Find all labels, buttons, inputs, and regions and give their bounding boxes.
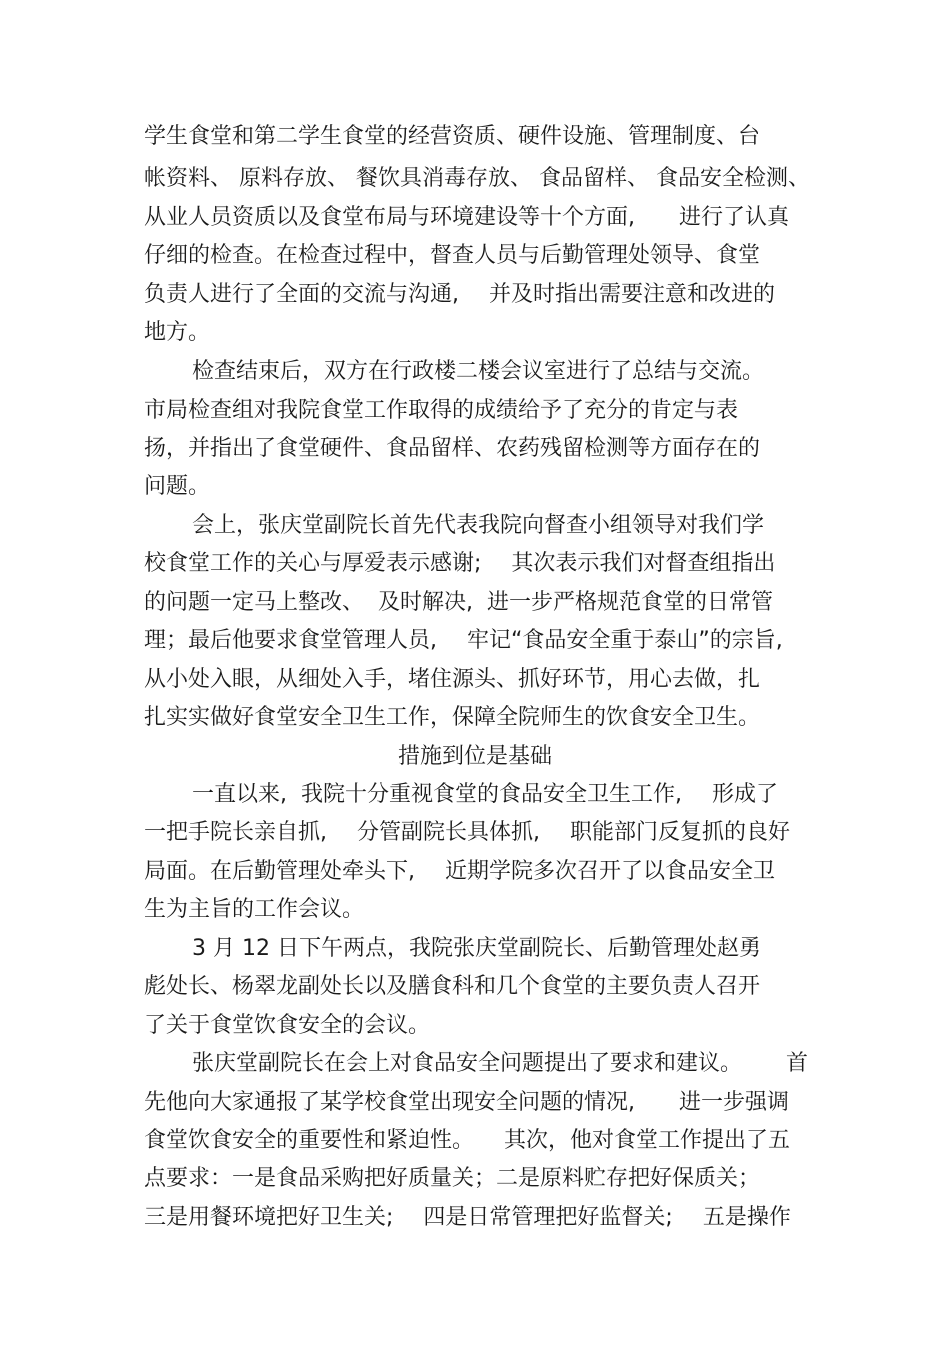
text-segment: 一把手院长亲自抓, bbox=[144, 820, 327, 845]
text-segment: 首 bbox=[786, 1051, 809, 1076]
text-segment: 学生食堂和第二学生食堂的经营资质、硬件设施、管理制度、台 bbox=[144, 124, 761, 149]
text-line bbox=[144, 818, 790, 848]
text-line bbox=[144, 1088, 789, 1118]
text-segment: 分管副院长具体抓, bbox=[357, 820, 540, 845]
text-line bbox=[144, 626, 783, 656]
text-segment: 问题。 bbox=[144, 474, 211, 499]
text-segment: 其次表示我们对督查组指出 bbox=[511, 551, 776, 576]
text-line bbox=[192, 1049, 808, 1079]
text-line bbox=[144, 549, 775, 579]
text-segment: 市局检查组对我院食堂工作取得的成绩给予了充分的肯定与表 bbox=[144, 398, 739, 423]
text-line bbox=[144, 665, 760, 695]
text-segment: 一直以来, bbox=[192, 782, 287, 807]
text-line bbox=[144, 703, 760, 733]
text-segment: 扬，并指出了食堂硬件、食品留样、农药残留检测等方面存在的 bbox=[144, 436, 761, 461]
text-line bbox=[144, 434, 760, 464]
text-segment: 点要求：一是食品采购把好质量关；二是原料贮存把好保质关； bbox=[144, 1166, 761, 1191]
text-line bbox=[144, 122, 760, 152]
section-heading: 措施到位是基础 bbox=[397, 744, 552, 769]
text-segment: 其次，他对食堂工作提出了五 bbox=[504, 1128, 791, 1153]
text-segment: 从小处入眼，从细处入手，堵住源头、抓好环节，用心去做，扎 bbox=[144, 667, 761, 692]
text-line bbox=[144, 857, 775, 887]
text-segment: 仔细的检查。在检查过程中，督查人员与后勤管理处领导、食堂 bbox=[144, 243, 761, 268]
text-line bbox=[144, 588, 773, 618]
text-line bbox=[192, 780, 778, 810]
text-line bbox=[144, 396, 738, 426]
text-segment: 三是用餐环境把好卫生关; bbox=[144, 1205, 394, 1230]
text-segment: 检查结束后，双方在行政楼二楼会议室进行了总结与交流。 bbox=[192, 359, 765, 384]
text-line bbox=[144, 203, 789, 233]
text-line bbox=[144, 318, 210, 348]
text-line bbox=[144, 1126, 790, 1156]
text-segment: 彪处长、杨翠龙副处长以及膳食科和几个食堂的主要负责人召开 bbox=[144, 974, 761, 999]
text-segment: 地方。 bbox=[144, 320, 211, 345]
text-segment: 局面。在后勤管理处牵头下, bbox=[144, 859, 415, 884]
text-segment: 四是日常管理把好监督关; bbox=[423, 1205, 673, 1230]
text-line bbox=[192, 934, 761, 964]
text-line bbox=[144, 1011, 430, 1041]
text-segment: 近期学院多次召开了以食品安全卫 bbox=[445, 859, 776, 884]
text-segment: 生为主旨的工作会议。 bbox=[144, 897, 365, 922]
text-line bbox=[144, 472, 210, 502]
text-line bbox=[192, 511, 764, 541]
text-line bbox=[144, 972, 760, 1002]
text-segment: 食堂饮食安全的重要性和紧迫性。 bbox=[144, 1128, 475, 1153]
text-line bbox=[144, 895, 364, 925]
text-segment: 先他向大家通报了某学校食堂出现安全问题的情况, bbox=[144, 1090, 635, 1115]
text-line bbox=[144, 164, 810, 194]
text-line bbox=[144, 241, 760, 271]
text-line bbox=[144, 1164, 760, 1194]
text-segment: 进一步严格规范食堂的日常管 bbox=[487, 590, 774, 615]
text-segment: 牢记“食品安全重于泰山”的宗旨, bbox=[467, 628, 783, 653]
text-segment: 五是操作 bbox=[702, 1205, 791, 1230]
text-line bbox=[144, 280, 775, 310]
text-segment: 负责人进行了全面的交流与沟通, bbox=[144, 282, 459, 307]
text-segment: 扎实实做好食堂安全卫生工作，保障全院师生的饮食安全卫生。 bbox=[144, 705, 761, 730]
text-segment: 理；最后他要求食堂管理人员, bbox=[144, 628, 437, 653]
text-segment: 的问题一定马上整改、 bbox=[144, 590, 365, 615]
text-segment: 职能部门反复抓的良好 bbox=[570, 820, 791, 845]
text-segment: 张庆堂副院长在会上对食品安全问题提出了要求和建议。 bbox=[192, 1051, 743, 1076]
text-segment: 进一步强调 bbox=[679, 1090, 790, 1115]
text-segment: 进行了认真 bbox=[679, 205, 790, 230]
text-segment: 校食堂工作的关心与厚爱表示感谢; bbox=[144, 551, 482, 576]
text-segment: 帐资料、 原料存放、 餐饮具消毒存放、 食品留样、 食品安全检测、 bbox=[144, 166, 810, 191]
text-segment: 3 月 12 日下午两点，我院张庆堂副院长、后勤管理处赵勇 bbox=[192, 936, 761, 961]
text-segment: 从业人员资质以及食堂布局与环境建设等十个方面, bbox=[144, 205, 635, 230]
text-segment: 并及时指出需要注意和改进的 bbox=[489, 282, 776, 307]
text-segment: 会上，张庆堂副院长首先代表我院向督查小组领导对我们学 bbox=[192, 513, 765, 538]
text-line bbox=[192, 357, 764, 387]
text-segment: 及时解决, bbox=[378, 590, 474, 615]
text-line bbox=[144, 1203, 791, 1233]
text-segment: 我院十分重视食堂的食品安全卫生工作, bbox=[301, 782, 682, 807]
text-segment: 了关于食堂饮食安全的会议。 bbox=[144, 1013, 431, 1038]
text-segment: 形成了 bbox=[712, 782, 779, 807]
